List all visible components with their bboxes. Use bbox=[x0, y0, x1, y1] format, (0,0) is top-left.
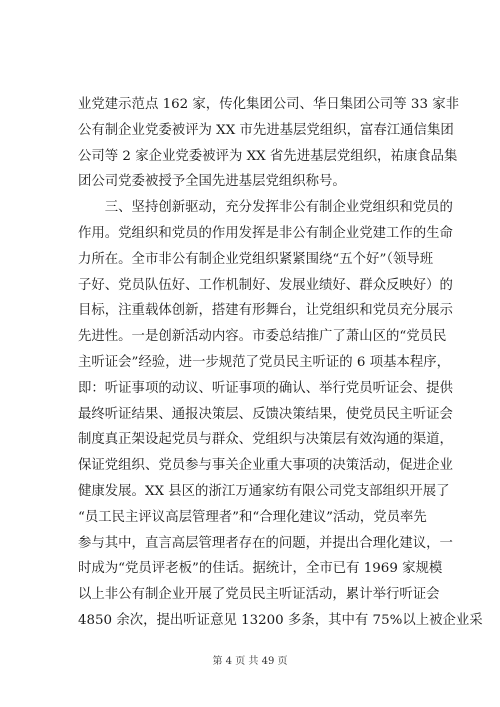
text-line: 业党建示范点 162 家，传化集团公司、华日集团公司等 33 家非 bbox=[78, 97, 459, 112]
text-line: 公有制企业党委被评为 XX 市先进基层党组织，富春江通信集团 bbox=[78, 122, 454, 138]
text-line: 制度真正架设起党员与群众、党组织与决策层有效沟通的渠道， bbox=[78, 432, 453, 448]
text-line: 健康发展。XX 县区的浙江万通家纺有限公司党支部组织开展了 bbox=[78, 483, 450, 499]
text-line: 时成为“党员评老板”的佳话。据统计，全市已有 1969 家规模 bbox=[78, 561, 443, 577]
text-line: 4850 余次，提出听证意见 13200 多条，其中有 75%以上被企业采 bbox=[78, 612, 483, 628]
text-line: 先进性。一是创新活动内容。市委总结推广了萧山区的“党员民 bbox=[78, 329, 447, 345]
text-line: 公司等 2 家企业党委被评为 XX 省先进基层党组织，祐康食品集 bbox=[78, 148, 458, 164]
text-line: 以上非公有制企业开展了党员民主听证活动，累计举行听证会 bbox=[78, 587, 440, 603]
text-line: 三、坚持创新驱动，充分发挥非公有制企业党组织和党员的 bbox=[78, 200, 453, 216]
text-line: 团公司党委被授予全国先进基层党组织称号。 bbox=[78, 174, 346, 190]
text-line: 保证党组织、党员参与事关企业重大事项的决策活动，促进企业 bbox=[78, 458, 453, 474]
text-line: 参与其中，直言高层管理者存在的问题，并提出合理化建议，一 bbox=[78, 535, 453, 551]
text-line: 子好、党员队伍好、工作机制好、发展业绩好、群众反映好）的 bbox=[78, 277, 453, 293]
page-footer: 第 4 页 共 49 页 bbox=[212, 656, 288, 667]
body-text bbox=[78, 92, 483, 634]
text-line: 即：听证事项的动议、听证事项的确认、举行党员听证会、提供 bbox=[78, 380, 453, 396]
text-line: 目标，注重载体创新，搭建有形舞台，让党组织和党员充分展示 bbox=[78, 303, 453, 319]
text-line: 作用。党组织和党员的作用发挥是非公有制企业党建工作的生命 bbox=[78, 225, 453, 241]
text-line: 主听证会”经验，进一步规范了党员民主听证的 6 项基本程序， bbox=[78, 354, 451, 370]
text-line: 最终听证结果、通报决策层、反馈决策结果，使党员民主听证会 bbox=[78, 406, 453, 422]
text-line: “员工民主评议高层管理者”和“合理化建议”活动，党员率先 bbox=[78, 509, 427, 525]
text-line: 力所在。全市非公有制企业党组织紧紧围绕“五个好”（领导班 bbox=[78, 251, 434, 267]
